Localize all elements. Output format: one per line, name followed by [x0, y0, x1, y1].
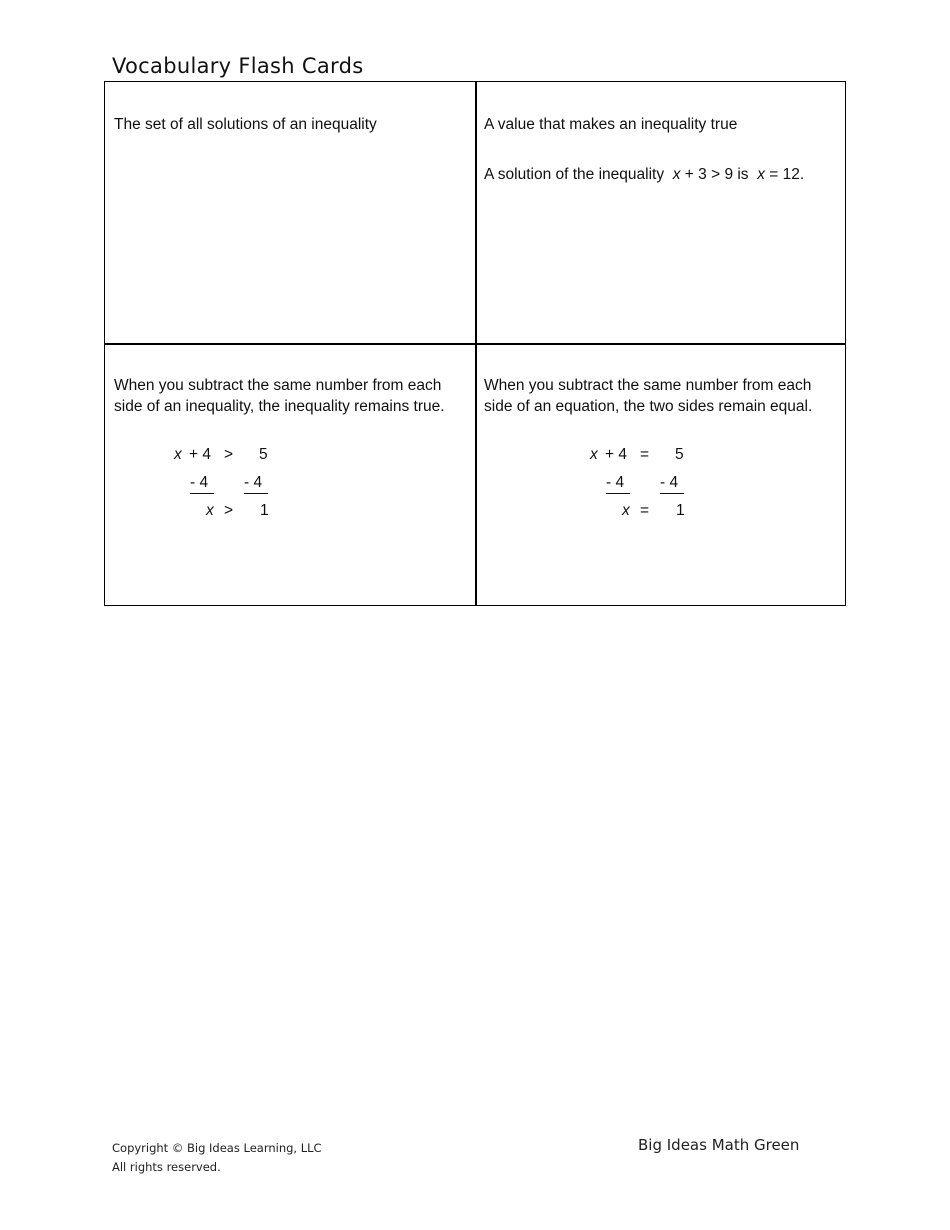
math-term: - 4	[244, 474, 268, 494]
math-term: - 4	[606, 474, 630, 494]
flash-card-solution-set	[114, 114, 474, 135]
math-operator: =	[640, 502, 650, 519]
math-term: 5	[675, 446, 684, 463]
math-operator: >	[224, 446, 234, 463]
example-middle: + 3 > 9 is	[684, 166, 749, 183]
example-variable: x	[672, 166, 681, 183]
grid-horizontal-divider	[105, 343, 845, 345]
math-variable: x	[590, 446, 598, 463]
page-title: Vocabulary Flash Cards	[112, 54, 364, 78]
flash-card-grid	[104, 81, 846, 606]
card-line: When you subtract the same number from each	[114, 377, 442, 394]
math-row	[105, 474, 845, 494]
flash-card-subtraction-property-inequality	[114, 375, 474, 417]
copyright-text: Copyright © Big Ideas Learning, LLC	[112, 1141, 322, 1155]
example-prefix: A solution of the inequality	[484, 166, 665, 183]
card-line: When you subtract the same number from each	[484, 377, 812, 394]
math-term: + 4	[605, 446, 627, 463]
math-term: 5	[259, 446, 268, 463]
rights-text: All rights reserved.	[112, 1160, 221, 1174]
example-end: = 12.	[769, 166, 805, 183]
math-term: 1	[676, 502, 685, 519]
math-term: + 4	[189, 446, 211, 463]
card-definition: A value that makes an inequality true	[484, 116, 738, 133]
example-variable: x	[757, 166, 765, 183]
flash-card-subtraction-property-equality	[484, 375, 844, 417]
math-variable: x	[206, 502, 214, 519]
math-row	[105, 446, 845, 466]
flash-card-solution	[484, 114, 844, 185]
card-example	[484, 164, 844, 185]
math-term: 1	[260, 502, 269, 519]
card-definition: The set of all solutions of an inequality	[114, 116, 377, 133]
math-operator: >	[224, 502, 234, 519]
footer-book-title: Big Ideas Math Green	[638, 1136, 800, 1154]
math-term: - 4	[660, 474, 684, 494]
math-variable: x	[622, 502, 630, 519]
math-row	[105, 502, 845, 522]
math-variable: x	[174, 446, 182, 463]
footer-copyright	[112, 1139, 322, 1177]
math-term: - 4	[190, 474, 214, 494]
math-operator: =	[640, 446, 650, 463]
card-line: side of an inequality, the inequality remains true.	[114, 398, 445, 415]
card-line: side of an equation, the two sides remain equal.	[484, 398, 813, 415]
